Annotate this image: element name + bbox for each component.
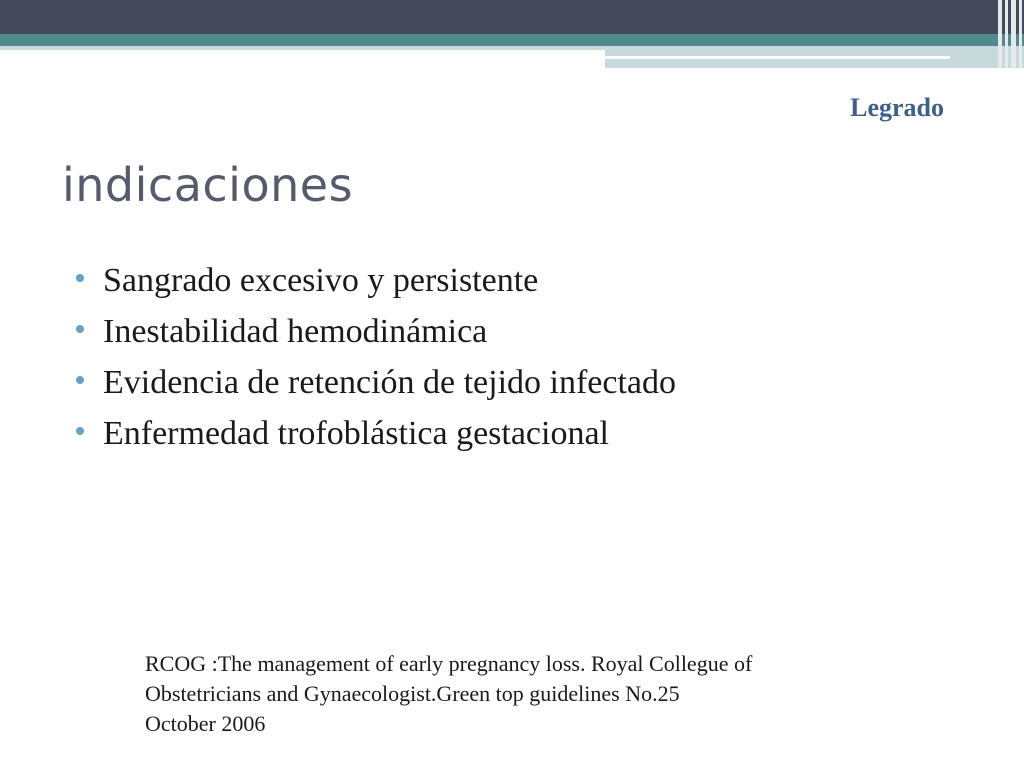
stripe xyxy=(998,0,1002,68)
bullet-item xyxy=(76,262,676,313)
citation xyxy=(145,649,935,739)
section-label: Legrado xyxy=(850,93,944,122)
bullet-list xyxy=(76,262,676,466)
bullet-item xyxy=(76,364,676,415)
header-stripes xyxy=(994,0,1024,68)
citation-line: RCOG :The management of early pregnancy loss. Royal Collegue of xyxy=(145,651,753,676)
bullet-item xyxy=(76,415,676,466)
bullet-item xyxy=(76,313,676,364)
stripe xyxy=(1011,0,1016,68)
citation-line: October 2006 xyxy=(145,711,266,736)
header-bar-teal xyxy=(0,34,1024,46)
bullet-text: Sangrado excesivo y persistente xyxy=(103,262,539,299)
header-bar-dark xyxy=(0,0,1024,34)
header-right-line xyxy=(605,56,950,59)
bullet-dot-icon xyxy=(76,427,84,435)
stripe xyxy=(1005,0,1008,68)
citation-line: Obstetricians and Gynaecologist.Green top guidelines No.25 xyxy=(145,681,680,706)
bullet-dot-icon xyxy=(76,274,84,282)
bullet-dot-icon xyxy=(76,376,84,384)
slide-title: indicaciones xyxy=(62,158,354,212)
bullet-dot-icon xyxy=(76,325,84,333)
bullet-text: Enfermedad trofoblástica gestacional xyxy=(103,415,609,452)
bullet-text: Inestabilidad hemodinámica xyxy=(103,313,488,350)
header-bar-pale xyxy=(0,46,605,50)
bullet-text: Evidencia de retención de tejido infectado xyxy=(103,364,677,401)
stripe xyxy=(1019,0,1022,68)
